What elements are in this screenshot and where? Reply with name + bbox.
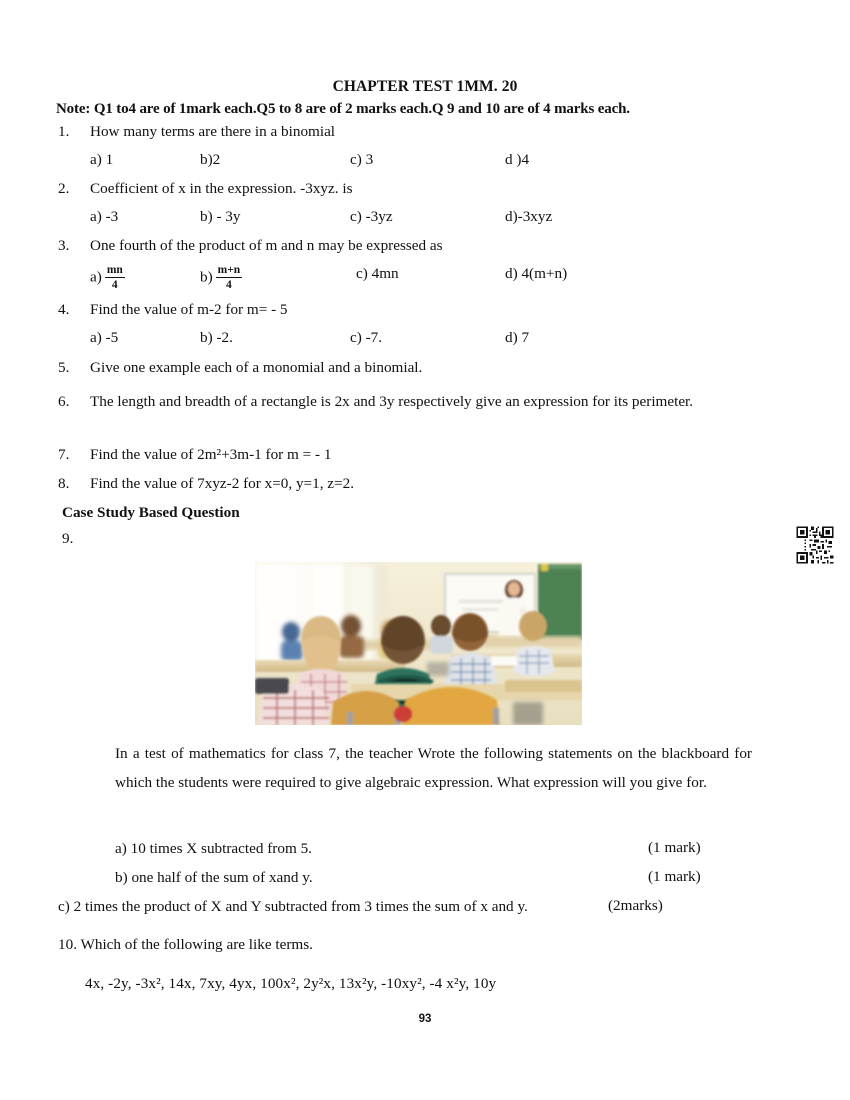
question-5-number: 5. bbox=[58, 359, 70, 376]
question-3-number: 3. bbox=[58, 237, 70, 254]
question-6 bbox=[58, 387, 752, 416]
option-3-b[interactable] bbox=[200, 264, 242, 291]
option-1-a[interactable]: a) 1 bbox=[90, 151, 114, 168]
option-4-a[interactable]: a) -5 bbox=[90, 329, 119, 346]
option-3-a-label: a) bbox=[90, 268, 102, 286]
question-10-terms: 4x, -2y, -3x², 14x, 7xy, 4yx, 100x², 2y²x, 13x²y, -10xy², -4 x²y, 10y bbox=[85, 975, 497, 992]
question-6-number: 6. bbox=[58, 393, 70, 410]
qr-code-icon bbox=[795, 525, 835, 565]
option-3-a[interactable] bbox=[90, 264, 125, 291]
question-2-options bbox=[58, 207, 758, 229]
question-3-text: One fourth of the product of m and n may be expressed as bbox=[90, 237, 443, 254]
question-1-text: How many terms are there in a binomial bbox=[90, 123, 336, 140]
question-8 bbox=[58, 474, 758, 494]
question-8-text: Find the value of 7xyz-2 for x=0, y=1, z=2. bbox=[90, 475, 355, 492]
question-1-options bbox=[58, 150, 758, 172]
case-part-b-label: b) one half of the sum of xand y. bbox=[115, 869, 313, 886]
fraction-denominator: 4 bbox=[111, 279, 118, 291]
question-4-options bbox=[58, 328, 758, 350]
case-part-c-label: c) 2 times the product of X and Y subtracted from 3 times the sum of x and y. bbox=[58, 898, 528, 915]
question-7-number: 7. bbox=[58, 446, 70, 463]
option-1-d[interactable]: d )4 bbox=[505, 151, 530, 168]
option-4-c[interactable]: c) -7. bbox=[350, 329, 383, 346]
question-5-text: Give one example each of a monomial and a binomial. bbox=[90, 359, 423, 376]
fraction-numerator: mn bbox=[106, 264, 123, 276]
case-part-a-marks: (1 mark) bbox=[648, 839, 701, 856]
question-4-text: Find the value of m-2 for m= - 5 bbox=[90, 301, 288, 318]
case-part-a-label: a) 10 times X subtracted from 5. bbox=[115, 840, 312, 857]
case-study-heading: Case Study Based Question bbox=[62, 504, 240, 521]
option-2-b[interactable]: b) - 3y bbox=[200, 208, 241, 225]
fraction-denominator: 4 bbox=[226, 279, 232, 291]
marks-note: Note: Q1 to4 are of 1mark each.Q5 to 8 are of 2 marks each.Q 9 and 10 are of 4 marks each. bbox=[56, 101, 630, 117]
fraction-mn-over-4 bbox=[105, 264, 125, 291]
option-1-c[interactable]: c) 3 bbox=[350, 151, 374, 168]
classroom-photo-illustration bbox=[255, 562, 582, 725]
question-1-number: 1. bbox=[58, 123, 70, 140]
fraction-numerator: m+n bbox=[217, 264, 241, 276]
question-9-number: 9. bbox=[62, 530, 74, 547]
question-10 bbox=[58, 936, 313, 954]
option-3-d[interactable]: d) 4(m+n) bbox=[505, 265, 568, 282]
case-part-c-marks: (2marks) bbox=[608, 897, 663, 914]
option-3-b-label: b) bbox=[200, 268, 213, 286]
question-2-number: 2. bbox=[58, 180, 70, 197]
classroom-photo bbox=[255, 562, 582, 725]
case-part-b-marks: (1 mark) bbox=[648, 868, 701, 885]
qr-code bbox=[795, 525, 835, 565]
case-study-paragraph: In a test of mathematics for class 7, the teacher Wrote the following statements on the blackboard for which the students were required to give algebraic expression. What expression will you give for. bbox=[115, 745, 752, 791]
question-6-text: The length and breadth of a rectangle is 2x and 3y respectively give an expression for its perimeter. bbox=[90, 393, 694, 410]
question-3-options bbox=[58, 264, 758, 292]
question-4-number: 4. bbox=[58, 301, 70, 318]
question-3 bbox=[58, 236, 758, 256]
fraction-bar bbox=[105, 277, 125, 278]
option-1-b[interactable]: b)2 bbox=[200, 151, 221, 168]
option-2-c[interactable]: c) -3yz bbox=[350, 208, 393, 225]
page-title: CHAPTER TEST 1MM. 20 bbox=[332, 78, 518, 95]
option-2-d[interactable]: d)-3xyz bbox=[505, 208, 553, 225]
option-3-c[interactable]: c) 4mn bbox=[356, 265, 399, 282]
question-2-text: Coefficient of x in the expression. -3xyz. is bbox=[90, 180, 353, 197]
question-10-number: 10. bbox=[58, 936, 77, 953]
option-4-d[interactable]: d) 7 bbox=[505, 329, 530, 346]
question-2 bbox=[58, 179, 758, 199]
question-7-text: Find the value of 2m²+3m-1 for m = - 1 bbox=[90, 446, 332, 463]
fraction-bar bbox=[216, 277, 243, 278]
fraction-m-plus-n-over-4 bbox=[216, 264, 243, 291]
question-4 bbox=[58, 300, 758, 320]
option-4-b[interactable]: b) -2. bbox=[200, 329, 233, 346]
question-8-number: 8. bbox=[58, 475, 70, 492]
question-5 bbox=[58, 358, 758, 378]
question-1 bbox=[58, 122, 758, 142]
option-2-a[interactable]: a) -3 bbox=[90, 208, 119, 225]
page-number: 93 bbox=[418, 1013, 432, 1025]
question-10-text: Which of the following are like terms. bbox=[80, 936, 313, 953]
question-7 bbox=[58, 445, 758, 465]
